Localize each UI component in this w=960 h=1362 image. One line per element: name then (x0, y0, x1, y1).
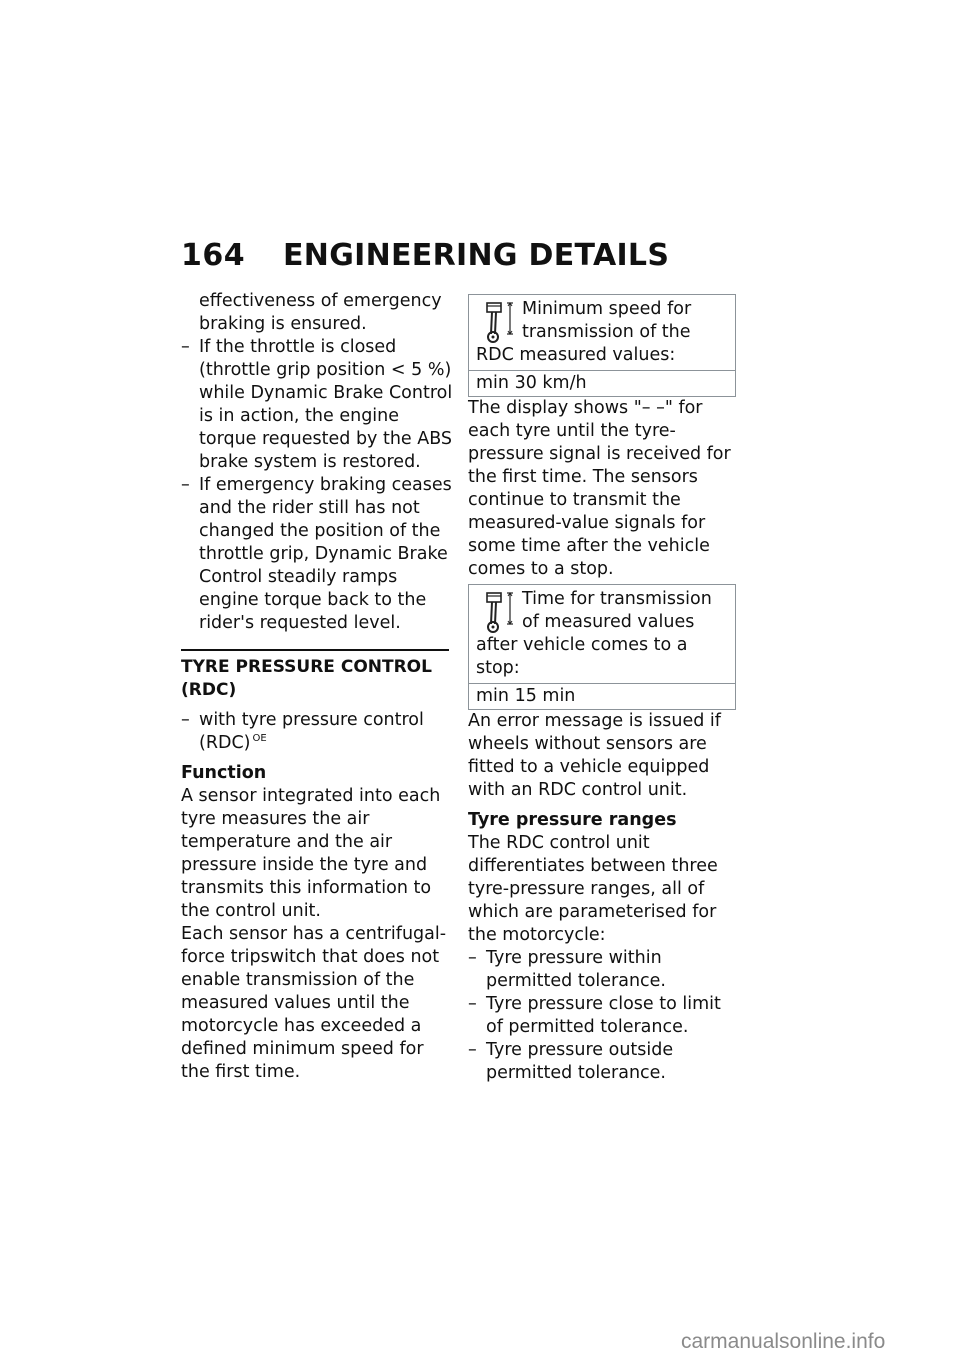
spec-value: min 30 km/h (469, 370, 735, 396)
spec-head (469, 295, 735, 370)
function-text-2: Each sensor has a centrifugal-force tripswitch that does not enable transmission of the measured values until the motorcycle has exceeded a defined minimum speed for the first time. (181, 924, 447, 1082)
range-text: Tyre pressure close to limit of permitted tolerance. (486, 994, 721, 1037)
engine-spec-icon (484, 300, 518, 344)
engine-spec-icon (484, 590, 518, 634)
dash-bullet: – (181, 710, 190, 730)
dash-bullet: – (468, 1040, 477, 1060)
spec-value: min 15 min (469, 683, 735, 709)
section-divider (181, 649, 449, 651)
page-title: ENGINEERING DETAILS (283, 238, 670, 273)
page-number: 164 (181, 238, 246, 273)
section-title: TYRE PRESSURE CONTROL (RDC) (181, 657, 432, 700)
dash-bullet: – (181, 475, 190, 495)
bullet-throttle-closed (181, 336, 453, 474)
dash-bullet: – (468, 948, 477, 968)
ranges-text: The RDC control unit differentiates between three tyre-pressure ranges, all of which are parameterised for the motorcycle: (468, 833, 718, 945)
range-text: Tyre pressure within permitted tolerance. (486, 948, 666, 991)
spec-head (469, 585, 735, 683)
equipment-note (181, 709, 453, 755)
dash-bullet: – (468, 994, 477, 1014)
intro-continuation-line-1: effectiveness of emergency (199, 291, 442, 311)
ranges-title: Tyre pressure ranges (468, 810, 677, 830)
range-text: Tyre pressure outside permitted tolerance. (486, 1040, 674, 1083)
spec-label: Time for transmission of measured values after vehicle comes to a stop: (476, 589, 712, 678)
function-text-1: A sensor integrated into each tyre measures the air temperature and the air pressure inside the tyre and transmits this information to the control unit. (181, 786, 441, 921)
bullet-braking-ceases (181, 474, 453, 635)
function-title: Function (181, 763, 267, 783)
spec-label: Minimum speed for transmission of the RDC measured values: (476, 299, 692, 365)
spec-box-transmission-time (468, 584, 736, 710)
dash-bullet: – (181, 337, 190, 357)
oe-badge: OE (252, 733, 267, 745)
spec-box-min-speed (468, 294, 736, 397)
range-item (468, 947, 738, 993)
range-item (468, 993, 738, 1039)
right-column (468, 290, 738, 1085)
display-text: The display shows "– –" for each tyre until the tyre-pressure signal is received for the first time. The sensors continue to transmit the measured-value signals for some time after the vehicle comes to a stop. (468, 398, 731, 579)
left-column (181, 290, 453, 1084)
intro-continuation-line-2: braking is ensured. (199, 314, 367, 334)
error-text: An error message is issued if wheels without sensors are fitted to a vehicle equipped with an RDC control unit. (468, 711, 721, 800)
bullet-text: If the throttle is closed (throttle grip position < 5 %) while Dynamic Brake Control is in action, the engine torque requested by the ABS brake system is restored. (199, 337, 453, 472)
range-item (468, 1039, 738, 1085)
bullet-text: If emergency braking ceases and the rider still has not changed the position of the throttle grip, Dynamic Brake Control steadily ramps engine torque back to the rider's requested level. (199, 475, 452, 633)
equipment-note-text: with tyre pressure control (RDC) (199, 710, 424, 753)
watermark: carmanualsonline.info (681, 1330, 886, 1353)
